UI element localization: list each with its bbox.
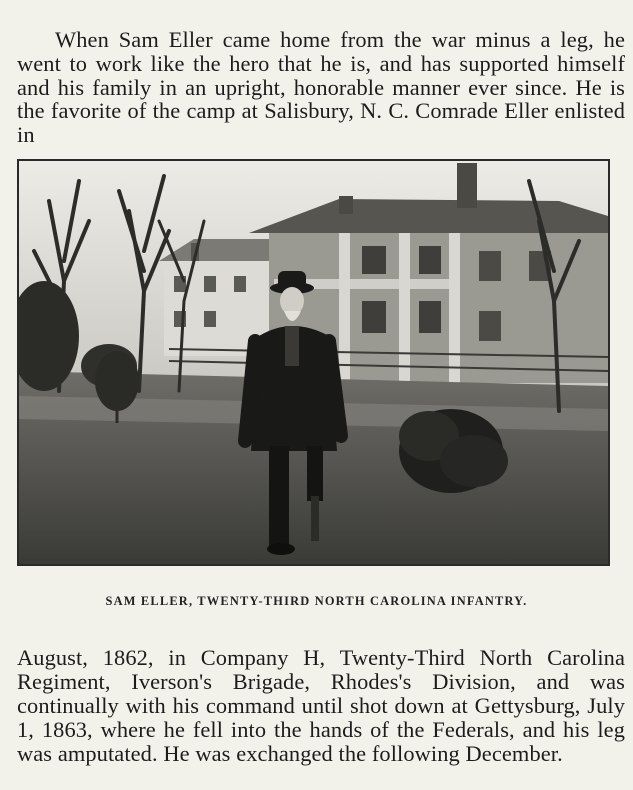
photo-caption: SAM ELLER, TWENTY-THIRD NORTH CAROLINA INFANTRY. — [105, 594, 528, 608]
body-paragraph-bottom: August, 1862, in Company H, Twenty-Third North Carolina Regiment, Iverson's Brigade, Rhodes's Division, and was continually with his command until shot down at Gettysburg, July 1, 1863, where he fell into the hands of the Federals, and his leg was amputated. He was exchanged the following December. — [17, 645, 625, 766]
photo-illustration — [19, 161, 608, 564]
body-paragraph-top: When Sam Eller came home from the war minus a leg, he went to work like the hero that he is, and has supported himself and his family in an upright, honorable manner ever since. He is the favorite of the camp at Salisbury, N. C. Comrade Eller enlisted in — [17, 27, 625, 147]
sam-eller-photo — [17, 159, 610, 566]
